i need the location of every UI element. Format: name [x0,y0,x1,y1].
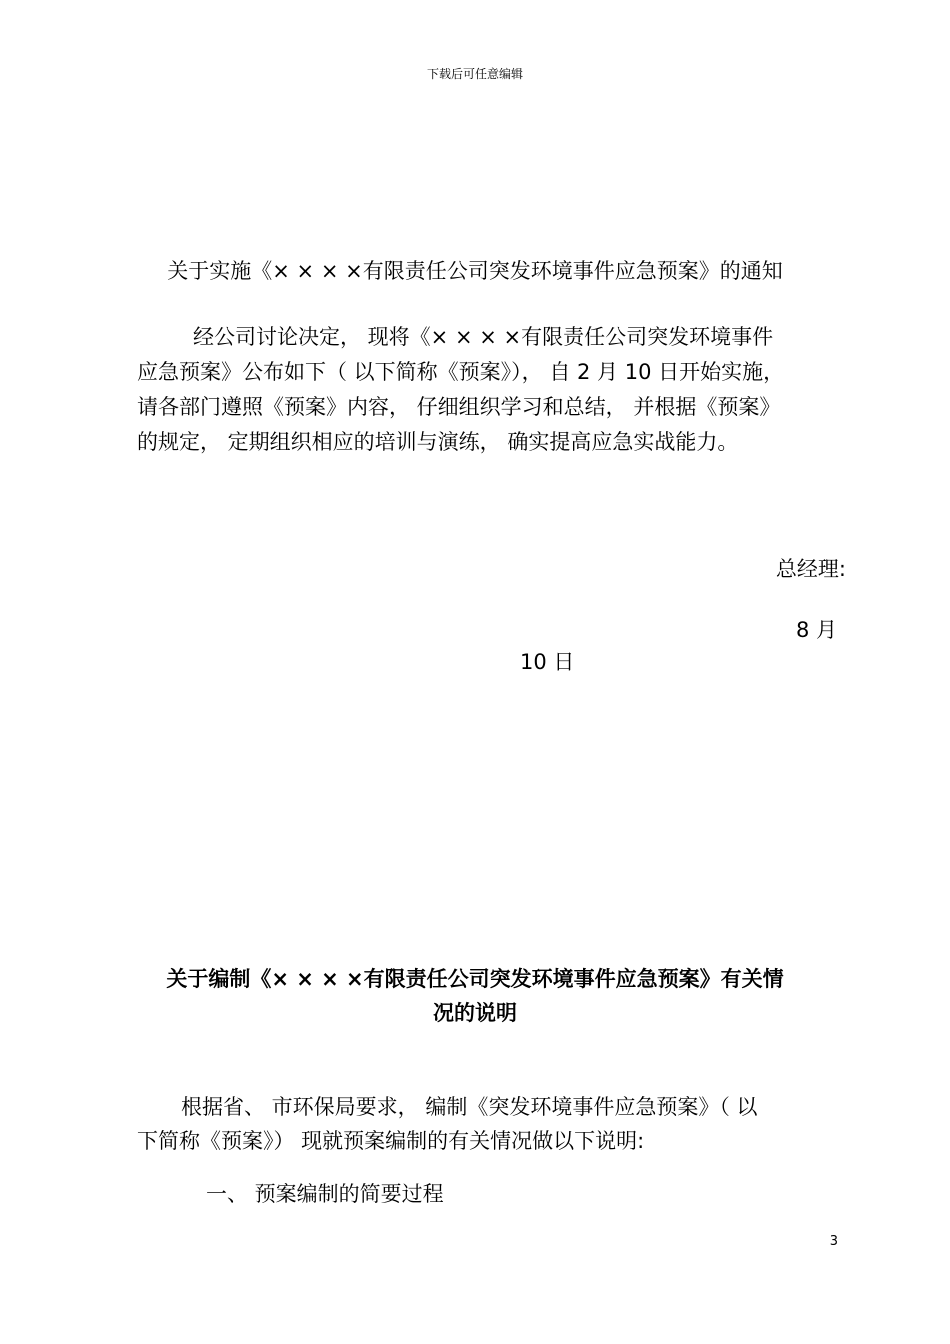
notice-title: 关于实施《× × × ×有限责任公司突发环境事件应急预案》的通知 [167,259,783,283]
notice-body-line: 应急预案》公布如下（ 以下简称《预案》）， 自 2 月 10 日开始实施， [137,360,785,384]
notice-body-line: 的规定， 定期组织相应的培训与演练， 确实提高应急实战能力。 [137,430,739,454]
notice-body-line: 经公司讨论决定， 现将《× × × ×有限责任公司突发环境事件 [193,325,774,349]
explanation-body-line: 下简称《预案》） 现就预案编制的有关情况做以下说明: [137,1129,645,1153]
header-note: 下载后可任意编辑 [426,67,523,81]
date-day: 10 日 [520,650,575,674]
section-heading: 一、 预案编制的简要过程 [206,1182,444,1206]
notice-body [137,320,837,460]
signature-label: 总经理: [775,557,846,581]
explanation-body-line: 根据省、 市环保局要求， 编制《突发环境事件应急预案》（ 以 [181,1095,758,1119]
date-month: 8 月 [795,618,837,642]
explanation-body [137,1090,837,1158]
page-number: 3 [829,1234,838,1249]
explanation-title-line: 关于编制《× × × ×有限责任公司突发环境事件应急预案》有关情 [166,967,784,991]
explanation-title-line: 况的说明 [433,1001,517,1025]
explanation-title [0,962,950,1030]
notice-body-line: 请各部门遵照《预案》内容， 仔细组织学习和总结， 并根据《预案》 [137,395,781,419]
